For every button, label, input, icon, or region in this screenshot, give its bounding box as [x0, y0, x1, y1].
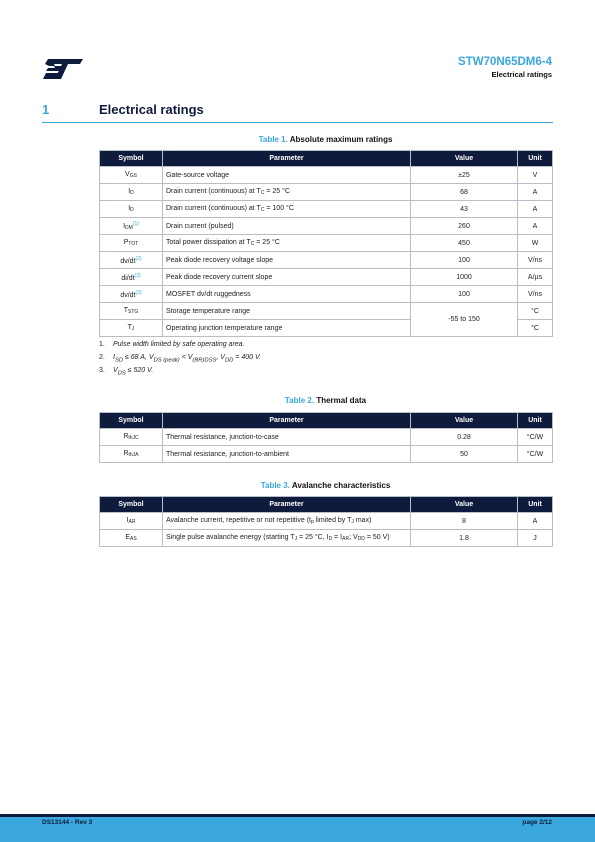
column-header: Symbol	[100, 151, 163, 167]
table-row	[100, 184, 553, 201]
table-note	[99, 354, 261, 363]
note-reference: (3)	[135, 289, 142, 296]
symbol-text: I	[126, 517, 129, 524]
value-cell: 260	[411, 218, 518, 235]
column-header: Parameter	[163, 413, 411, 429]
parameter-subscript: J	[351, 519, 354, 525]
symbol-text: dv/dt	[120, 257, 136, 265]
note-number: 2.	[99, 354, 105, 361]
symbol-cell	[100, 530, 163, 547]
symbol-text: di/dt	[121, 274, 135, 282]
parameter-text: Peak diode recovery current slope	[166, 273, 273, 281]
unit-cell: °C	[518, 303, 553, 320]
parameter-text: Drain current (continuous) at T	[166, 188, 261, 195]
table-note	[99, 367, 153, 376]
symbol-cell	[100, 235, 163, 252]
parameter-text: Single pulse avalanche energy (starting T	[166, 534, 295, 541]
parameter-text: = 50 V)	[364, 534, 390, 541]
column-header: Unit	[518, 497, 553, 513]
parameter-subscript: J	[294, 536, 298, 542]
section-title: Electrical ratings	[99, 102, 204, 117]
value-cell: 450	[411, 235, 518, 252]
value-cell: 1.8	[411, 530, 518, 547]
parameter-cell	[163, 303, 411, 320]
table-row	[100, 235, 553, 252]
symbol-cell	[100, 218, 163, 235]
symbol-text: R	[123, 450, 129, 457]
parameter-text: Thermal resistance, junction-to-ambient	[166, 450, 289, 458]
parameter-cell	[163, 167, 411, 184]
parameter-text: Thermal resistance, junction-to-case	[166, 433, 279, 441]
symbol-text: I	[128, 188, 131, 195]
symbol-cell	[100, 513, 163, 530]
table1-caption-number: Table 1.	[258, 135, 288, 144]
section-rule	[42, 122, 553, 123]
parameter-text: = 25 °C	[264, 188, 291, 195]
parameter-subscript: C	[250, 241, 255, 247]
symbol-cell	[100, 429, 163, 446]
table-row	[100, 286, 553, 303]
header-row	[100, 497, 553, 513]
symbol-cell	[100, 446, 163, 463]
parameter-text: Total power dissipation at T	[166, 239, 251, 246]
parameter-text: Operating junction temperature range	[166, 324, 283, 332]
absolute-max-ratings-table	[99, 150, 553, 337]
unit-cell: V	[518, 167, 553, 184]
parameter-cell	[163, 320, 411, 337]
column-header: Parameter	[163, 151, 411, 167]
note-number: 1.	[99, 341, 105, 348]
parameter-text: Peak diode recovery voltage slope	[166, 256, 274, 264]
footer-rule	[0, 814, 595, 817]
unit-cell: V/ns	[518, 286, 553, 303]
table1-caption-text: Absolute maximum ratings	[289, 135, 393, 144]
table-note	[99, 341, 245, 348]
parameter-cell	[163, 269, 411, 286]
parameter-text: Drain current (continuous) at T	[166, 205, 261, 212]
symbol-cell	[100, 252, 163, 269]
unit-cell: J	[518, 530, 553, 547]
parameter-text: MOSFET dv/dt ruggedness	[166, 290, 251, 298]
unit-cell: A	[518, 218, 553, 235]
symbol-subscript: D	[130, 207, 134, 213]
table-row	[100, 429, 553, 446]
parameter-cell	[163, 218, 411, 235]
parameter-text: ; V	[349, 534, 358, 541]
unit-cell: A/µs	[518, 269, 553, 286]
symbol-text: T	[123, 307, 128, 314]
footer-page-number: page 2/12	[522, 819, 552, 826]
parameter-subscript: AR	[342, 536, 350, 542]
section-number: 1	[42, 102, 50, 117]
note-text: $I_{SD} \le 68$ A, $V_{DS (peak)} < V_{(BR)DSS}$, $V_{DD} = 400$ V.	[113, 354, 262, 364]
table-row	[100, 218, 553, 235]
column-header: Value	[411, 151, 518, 167]
thermal-data-table	[99, 412, 553, 463]
symbol-subscript: GS	[129, 173, 137, 179]
symbol-cell	[100, 286, 163, 303]
column-header: Value	[411, 413, 518, 429]
header-row	[100, 413, 553, 429]
unit-cell: A	[518, 184, 553, 201]
unit-cell: A	[518, 513, 553, 530]
table3-caption	[99, 481, 552, 490]
unit-cell: °C/W	[518, 446, 553, 463]
symbol-subscript: thJC	[128, 435, 139, 441]
symbol-cell	[100, 201, 163, 218]
table-row	[100, 513, 553, 530]
table-row	[100, 530, 553, 547]
value-cell: 50	[411, 446, 518, 463]
value-cell: 43	[411, 201, 518, 218]
table3-caption-number: Table 3.	[260, 481, 290, 490]
note-reference: (2)	[134, 272, 141, 279]
table2-caption-text: Thermal data	[316, 396, 367, 405]
symbol-text: I	[128, 205, 131, 212]
document-subtitle: Electrical ratings	[491, 70, 552, 79]
parameter-cell	[163, 530, 411, 547]
unit-cell: °C/W	[518, 429, 553, 446]
table-row	[100, 167, 553, 184]
symbol-subscript: TOT	[128, 241, 139, 247]
symbol-cell	[100, 167, 163, 184]
symbol-subscript: D	[130, 190, 134, 196]
parameter-text: Gate-source voltage	[166, 171, 230, 179]
table-row	[100, 269, 553, 286]
parameter-cell	[163, 201, 411, 218]
column-header: Parameter	[163, 497, 411, 513]
symbol-text: I	[123, 223, 126, 230]
st-logo	[42, 55, 84, 81]
unit-cell: W	[518, 235, 553, 252]
parameter-cell	[163, 235, 411, 252]
column-header: Value	[411, 497, 518, 513]
parameter-text: = 100 °C	[264, 205, 294, 212]
unit-cell: °C	[518, 320, 553, 337]
value-cell: 100	[411, 252, 518, 269]
table-row	[100, 446, 553, 463]
parameter-subscript: D	[328, 536, 333, 542]
footer-doc-id: DS13144 - Rev 3	[42, 819, 93, 826]
symbol-text: P	[123, 239, 129, 246]
parameter-text: limited by T	[313, 517, 352, 524]
table-row	[100, 201, 553, 218]
parameter-subscript: p	[311, 519, 314, 525]
parameter-text: max)	[353, 517, 372, 524]
column-header: Symbol	[100, 497, 163, 513]
parameter-cell	[163, 446, 411, 463]
note-number: 3.	[99, 367, 105, 374]
avalanche-characteristics-table	[99, 496, 553, 547]
parameter-text: Storage temperature range	[166, 307, 251, 315]
symbol-text: R	[123, 433, 129, 440]
parameter-text: = 25 °C	[254, 239, 280, 246]
parameter-text: = I	[332, 534, 343, 541]
symbol-text: T	[127, 324, 132, 331]
value-cell: 0.28	[411, 429, 518, 446]
symbol-subscript: DM	[125, 225, 133, 231]
parameter-cell	[163, 286, 411, 303]
parameter-cell	[163, 429, 411, 446]
symbol-text: E	[125, 534, 130, 541]
column-header: Symbol	[100, 413, 163, 429]
table1-caption	[99, 135, 552, 144]
table3-caption-text: Avalanche characteristics	[291, 481, 391, 490]
symbol-text: V	[125, 171, 130, 178]
symbol-subscript: thJA	[128, 452, 139, 458]
parameter-cell	[163, 184, 411, 201]
note-reference: (1)	[132, 221, 139, 227]
note-text: $V_{DS} \le 520$ V.	[113, 367, 154, 377]
table2-caption	[99, 396, 552, 405]
column-header: Unit	[518, 413, 553, 429]
value-cell: 100	[411, 286, 518, 303]
value-cell: 1000	[411, 269, 518, 286]
value-cell: -55 to 150	[411, 303, 518, 337]
value-cell: 8	[411, 513, 518, 530]
table-row	[100, 252, 553, 269]
symbol-cell	[100, 269, 163, 286]
parameter-cell	[163, 252, 411, 269]
parameter-text: Avalanche current, repetitive or not repetitive (t	[166, 517, 312, 524]
parameter-text: Drain current (pulsed)	[166, 222, 234, 230]
unit-cell: V/ns	[518, 252, 553, 269]
symbol-cell	[100, 320, 163, 337]
symbol-text: dv/dt	[120, 291, 136, 299]
parameter-cell	[163, 513, 411, 530]
value-cell: 68	[411, 184, 518, 201]
table-row	[100, 303, 553, 320]
parameter-text: = 25 °C, I	[297, 534, 329, 541]
header-row	[100, 151, 553, 167]
document-title: STW70N65DM6-4	[458, 56, 552, 68]
unit-cell: A	[518, 201, 553, 218]
symbol-cell	[100, 303, 163, 320]
parameter-subscript: C	[260, 207, 265, 213]
note-reference: (2)	[135, 255, 142, 262]
value-cell: ±25	[411, 167, 518, 184]
table2-caption-number: Table 2.	[284, 396, 315, 405]
symbol-subscript: AR	[128, 519, 136, 525]
column-header: Unit	[518, 151, 553, 167]
parameter-subscript: DD	[357, 536, 365, 542]
symbol-subscript: AS	[130, 536, 137, 542]
parameter-subscript: C	[260, 190, 265, 196]
symbol-cell	[100, 184, 163, 201]
symbol-subscript: J	[131, 326, 135, 332]
symbol-subscript: STG	[128, 309, 139, 315]
note-text: Pulse width limited by safe operating area.	[113, 341, 245, 348]
